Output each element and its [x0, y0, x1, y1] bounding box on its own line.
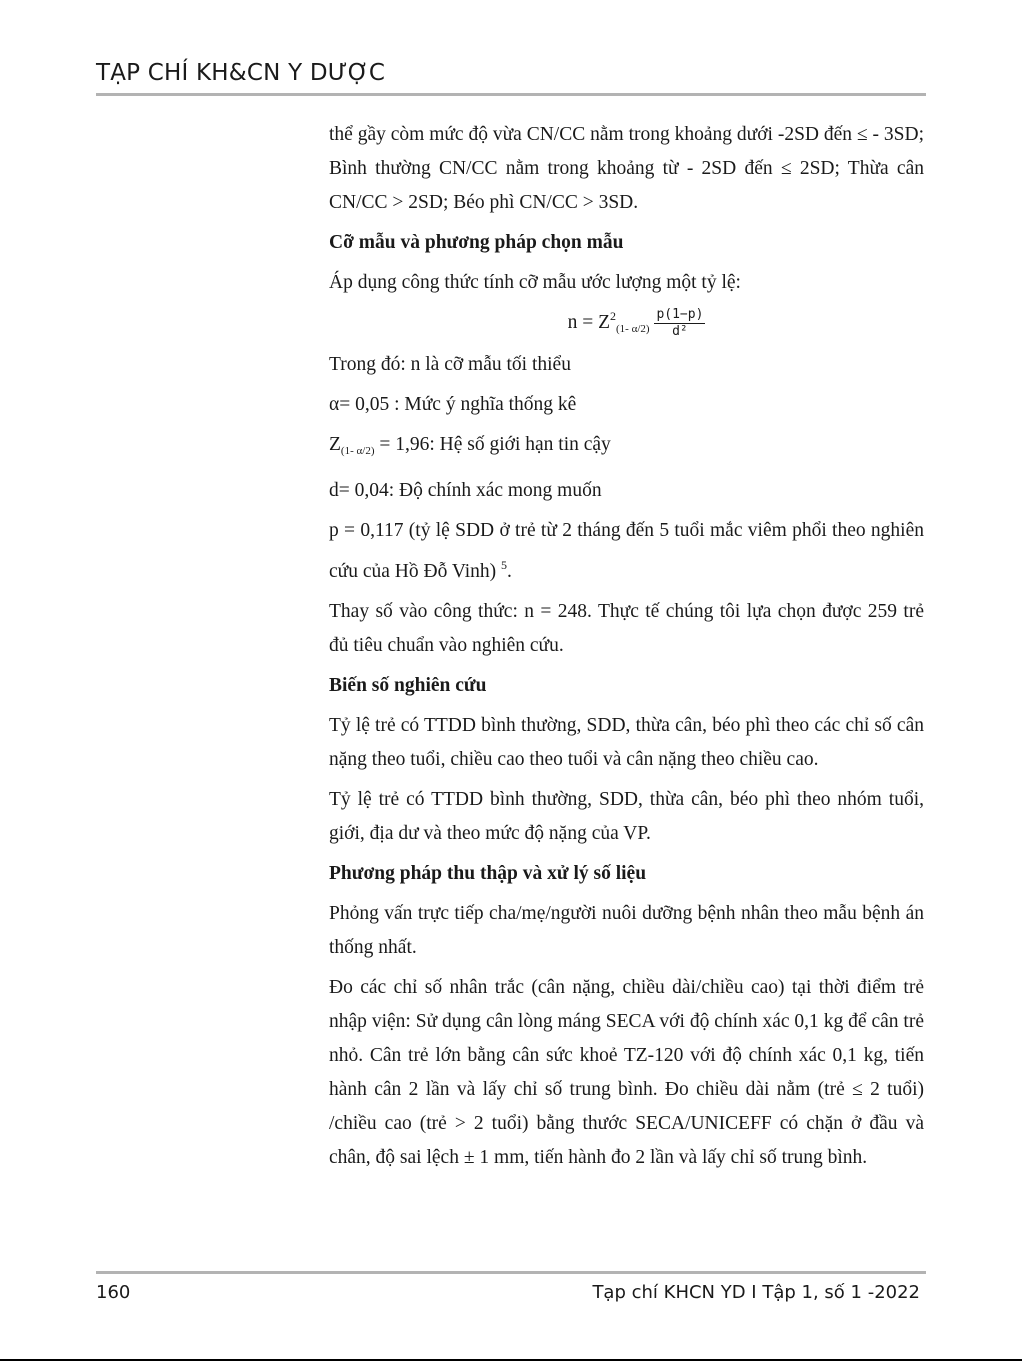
- paragraph-z-value: [329, 428, 924, 468]
- journal-footer-citation: Tạp chí KHCN YD I Tập 1, số 1 -2022: [592, 1282, 920, 1303]
- paragraph-precision: d= 0,04: Độ chính xác mong muốn: [329, 480, 602, 502]
- paragraph-variables-2: Tỷ lệ trẻ có TTDD bình thường, SDD, thừa cân, béo phì theo nhóm tuổi, giới, địa dư và theo mức độ nặng của VP.: [329, 789, 924, 845]
- footer-divider: [96, 1271, 926, 1274]
- paragraph-classification: thể gầy còm mức độ vừa CN/CC nằm trong khoảng dưới -2SD đến ≤ - 3SD; Bình thường CN/CC nằm trong khoảng từ - 2SD đến ≤ 2SD; Thừa cân CN/CC > 2SD; Béo phì CN/CC > 3SD.: [329, 124, 924, 213]
- header-divider: [96, 93, 926, 96]
- journal-header-title: TẠP CHÍ KH&CN Y DƯỢC: [96, 60, 386, 86]
- sample-size-formula: [329, 306, 924, 340]
- prevalence-end: .: [507, 561, 512, 583]
- z-description: = 1,96: Hệ số giới hạn tin cậy: [374, 434, 611, 456]
- z-subscript: (1- α/2): [340, 445, 375, 458]
- formula-numerator: p(1−p): [656, 307, 704, 323]
- paragraph-where-n: Trong đó: n là cỡ mẫu tối thiểu: [329, 354, 571, 376]
- formula-lhs: n = Z: [567, 312, 610, 333]
- citation-superscript: 5: [501, 558, 508, 573]
- formula-fraction: [654, 307, 705, 340]
- paragraph-formula-intro: Áp dụng công thức tính cỡ mẫu ước lượng một tỷ lệ:: [329, 272, 741, 293]
- heading-sample-size: Cỡ mẫu và phương pháp chọn mẫu: [329, 232, 624, 253]
- article-body: [329, 118, 924, 1181]
- paragraph-variables-1: Tỷ lệ trẻ có TTDD bình thường, SDD, thừa cân, béo phì theo các chỉ số cân nặng theo tuổi, chiều cao theo tuổi và cân nặng theo chiều cao.: [329, 715, 924, 771]
- paragraph-sample-result: Thay số vào công thức: n = 248. Thực tế chúng tôi lựa chọn được 259 trẻ đủ tiêu chuẩn vào nghiên cứu.: [329, 601, 924, 657]
- paragraph-alpha: α= 0,05 : Mức ý nghĩa thống kê: [329, 394, 577, 416]
- paragraph-interview: Phỏng vấn trực tiếp cha/mẹ/người nuôi dưỡng bệnh nhân theo mẫu bệnh án thống nhất.: [329, 903, 924, 959]
- heading-variables: Biến số nghiên cứu: [329, 675, 487, 697]
- formula-exponent: 2: [610, 309, 616, 323]
- prevalence-text: p = 0,117 (tỷ lệ SDD ở trẻ từ 2 tháng đến 5 tuổi mắc viêm phổi theo nghiên cứu của Hồ Đỗ Vinh): [329, 520, 924, 583]
- formula-denominator: d²: [672, 324, 688, 340]
- paragraph-measurement: Đo các chỉ số nhân trắc (cân nặng, chiều dài/chiều cao) tại thời điểm trẻ nhập viện: Sử dụng cân lòng máng SECA với độ chính xác 0,1 kg để cân trẻ nhỏ. Cân trẻ lớn bằng cân sức khoẻ TZ-120 với độ chính xác 0,1 kg, tiến hành cân 2 lần và lấy chỉ số trung bình. Đo chiều dài nằm (trẻ ≤ 2 tuổi) /chiều cao (trẻ > 2 tuổi) bằng thước SECA/UNICEFF có chặn ở đầu và chân, độ sai lệch ± 1 mm, tiến hành đo 2 lần và lấy chỉ số trung bình.: [329, 977, 924, 1169]
- heading-methods: Phương pháp thu thập và xử lý số liệu: [329, 863, 647, 885]
- z-symbol: Z: [329, 434, 341, 456]
- page-number: 160: [96, 1282, 131, 1303]
- page-bottom-edge: [0, 1359, 1022, 1361]
- paragraph-prevalence: [329, 514, 924, 589]
- formula-subscript: (1- α/2): [616, 323, 650, 335]
